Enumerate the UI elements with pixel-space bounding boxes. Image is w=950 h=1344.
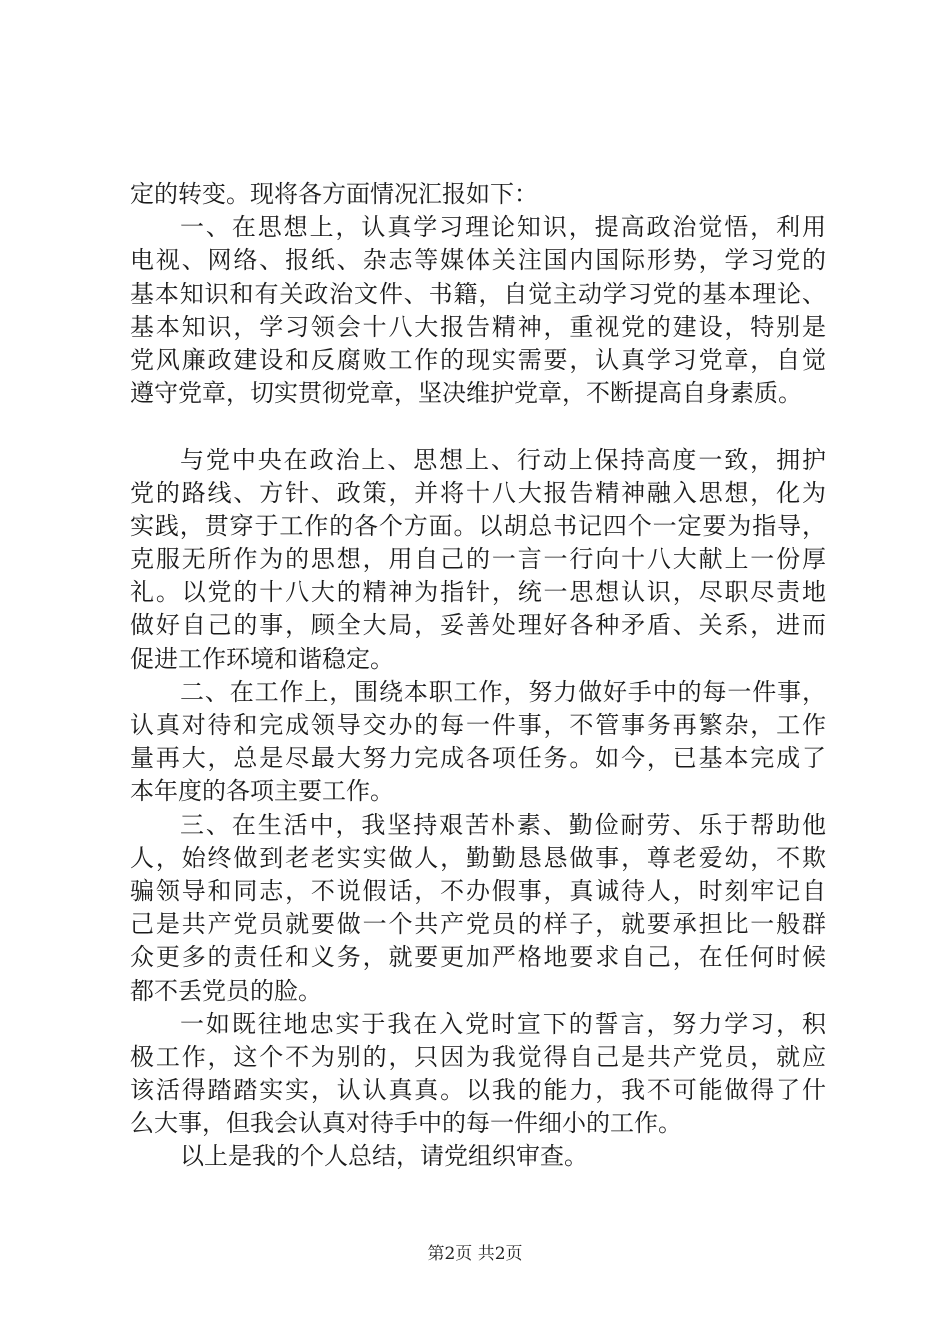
text-line: 定的转变。现将各方面情况汇报如下： bbox=[130, 180, 538, 208]
text-line: 己是共产党员就要做一个共产党员的样子，就要承担比一般群 bbox=[130, 910, 826, 939]
text-line: 遵守党章，切实贯彻党章，坚决维护党章，不断提高自身素质。 bbox=[130, 379, 802, 408]
text-line: 促进工作环境和谐稳定。 bbox=[130, 644, 394, 673]
text-line: 一如既往地忠实于我在入党时宣下的誓言，努力学习，积 bbox=[180, 1009, 826, 1038]
text-line: 礼。以党的十八大的精神为指针，统一思想认识，尽职尽责地 bbox=[130, 578, 826, 607]
page-footer: 第2页 共2页 bbox=[427, 1244, 523, 1264]
text-line: 党的路线、方针、政策，并将十八大报告精神融入思想，化为 bbox=[130, 478, 826, 507]
paragraph bbox=[130, 809, 826, 1008]
text-line: 都不丢党员的脸。 bbox=[130, 976, 322, 1005]
text-line: 与党中央在政治上、思想上、行动上保持高度一致，拥护 bbox=[180, 445, 826, 474]
document-body bbox=[130, 178, 826, 1174]
text-line: 三、在生活中，我坚持艰苦朴素、勤俭耐劳、乐于帮助他 bbox=[180, 810, 826, 839]
paragraph-spacer bbox=[130, 410, 826, 443]
text-line: 骗领导和同志，不说假话，不办假事，真诚待人，时刻牢记自 bbox=[130, 876, 826, 905]
text-line: 基本知识和有关政治文件、书籍，自觉主动学习党的基本理论、 bbox=[130, 279, 826, 308]
paragraph bbox=[130, 1008, 826, 1141]
text-line: 认真对待和完成领导交办的每一件事，不管事务再繁杂，工作 bbox=[130, 711, 826, 739]
paragraph bbox=[130, 676, 826, 809]
text-line: 党风廉政建设和反腐败工作的现实需要，认真学习党章，自觉 bbox=[130, 345, 826, 374]
text-line: 一、在思想上，认真学习理论知识，提高政治觉悟，利用 bbox=[180, 213, 826, 242]
text-line: 人，始终做到老老实实做人，勤勤恳恳做事，尊老爱幼，不欺 bbox=[130, 843, 826, 872]
text-line: 么大事，但我会认真对待手中的每一件细小的工作。 bbox=[130, 1109, 682, 1138]
text-line: 电视、网络、报纸、杂志等媒体关注国内国际形势，学习党的 bbox=[130, 246, 826, 275]
text-line: 众更多的责任和义务，就要更加严格地要求自己，在任何时候 bbox=[130, 943, 826, 972]
text-line: 该活得踏踏实实，认认真真。以我的能力，我不可能做得了什 bbox=[130, 1076, 826, 1105]
text-line: 本年度的各项主要工作。 bbox=[130, 777, 394, 806]
text-line: 以上是我的个人总结，请党组织审查。 bbox=[180, 1142, 588, 1171]
text-line: 量再大，总是尽最大努力完成各项任务。如今，已基本完成了 bbox=[130, 744, 826, 773]
text-line: 克服无所作为的思想，用自己的一言一行向十八大献上一份厚 bbox=[130, 545, 826, 574]
paragraph bbox=[130, 178, 826, 211]
text-line: 做好自己的事，顾全大局，妥善处理好各种矛盾、关系，进而 bbox=[130, 611, 826, 640]
text-line: 实践，贯穿于工作的各个方面。以胡总书记四个一定要为指导， bbox=[130, 511, 826, 540]
paragraph bbox=[130, 211, 826, 410]
text-line: 二、在工作上，围绕本职工作，努力做好手中的每一件事， bbox=[180, 677, 826, 706]
text-line: 基本知识，学习领会十八大报告精神，重视党的建设，特别是 bbox=[130, 312, 826, 341]
paragraph bbox=[130, 444, 826, 676]
paragraph bbox=[130, 1140, 826, 1173]
text-line: 极工作，这个不为别的，只因为我觉得自己是共产党员，就应 bbox=[130, 1042, 826, 1071]
